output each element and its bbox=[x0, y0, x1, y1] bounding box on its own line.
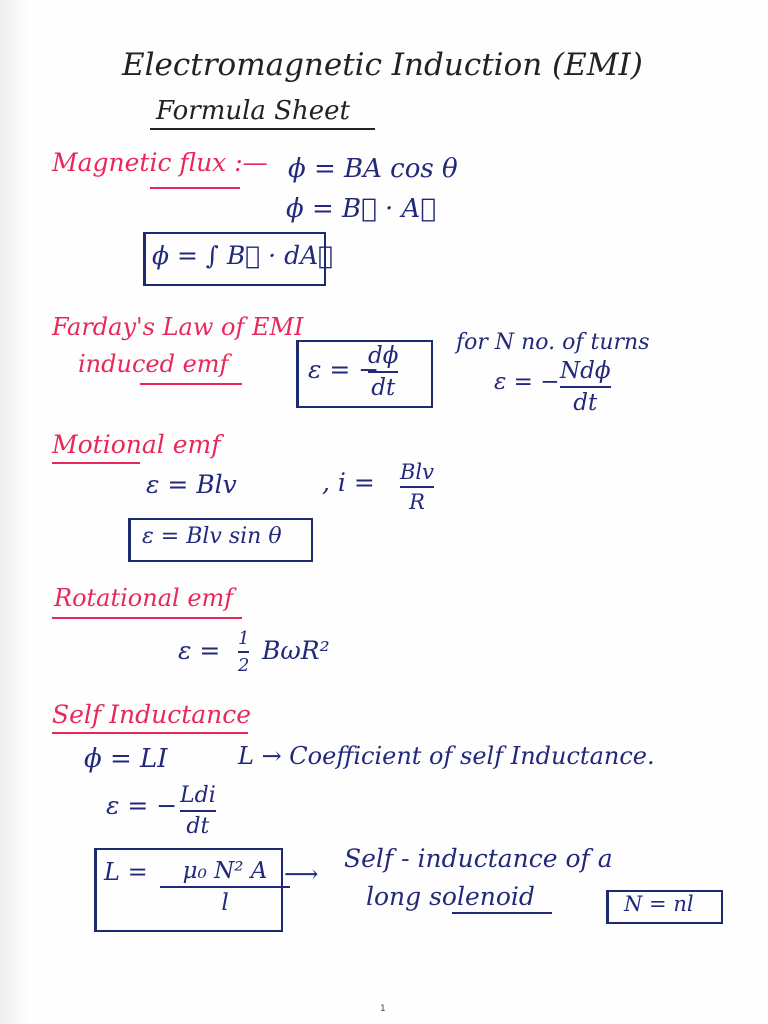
self-emf-numerator: Ldi bbox=[180, 783, 216, 808]
induced-emf-underline bbox=[140, 383, 242, 385]
solenoid-underline bbox=[452, 912, 552, 914]
self-inductance-underline bbox=[52, 732, 248, 734]
n-turns-denominator: dt bbox=[573, 390, 598, 416]
rotational-heading-underline bbox=[52, 617, 242, 619]
faraday-heading: Farday's Law of EMI bbox=[52, 313, 304, 341]
sheet-subtitle: Formula Sheet bbox=[156, 96, 350, 126]
solenoid-inductance-fraction bbox=[160, 858, 290, 916]
n-equals-nl: N = nl bbox=[624, 892, 694, 916]
subtitle-underline bbox=[150, 128, 375, 130]
motional-sin-equation: ε = Blv sin θ bbox=[142, 524, 282, 549]
solenoid-inductance-lhs: L = bbox=[104, 858, 148, 886]
faraday-equation-lhs: ε = − bbox=[308, 355, 380, 384]
induced-emf-heading: induced emf bbox=[78, 350, 229, 378]
page-number: 1 bbox=[380, 1004, 386, 1014]
n-turns-fraction bbox=[560, 358, 611, 416]
magnetic-flux-heading: Magnetic flux :— bbox=[52, 148, 268, 177]
flux-equation-cos: ϕ = BA cos θ bbox=[288, 154, 458, 184]
motional-current-fraction bbox=[400, 460, 434, 514]
faraday-equation-fraction bbox=[368, 343, 398, 401]
self-emf-fraction bbox=[180, 783, 216, 839]
flux-heading-underline bbox=[150, 187, 240, 189]
arrow-to-description: ⟶ bbox=[284, 860, 319, 888]
rotational-half-numerator: 1 bbox=[238, 628, 250, 649]
motional-equation: ε = Blv bbox=[146, 470, 237, 499]
faraday-numerator: dϕ bbox=[368, 343, 399, 369]
faraday-denominator: dt bbox=[371, 375, 396, 401]
sheet-title: Electromagnetic Induction (EMI) bbox=[122, 47, 643, 83]
n-turns-lhs: ε = − bbox=[494, 369, 560, 395]
flux-integral-equation: ϕ = ∫ B⃗ · dA⃗ bbox=[152, 241, 334, 270]
rotational-equation-lhs: ε = bbox=[178, 636, 221, 665]
page-left-edge-shadow bbox=[0, 0, 28, 1024]
flux-equation-dot: ϕ = B⃗ · A⃗ bbox=[286, 194, 436, 224]
solenoid-description-line1: Self - inductance of a bbox=[344, 844, 613, 873]
motional-emf-heading: Motional emf bbox=[52, 430, 221, 459]
coefficient-self-inductance: L → Coefficient of self Inductance. bbox=[238, 742, 655, 770]
rotational-half-fraction bbox=[238, 628, 249, 676]
motional-heading-underline bbox=[52, 462, 140, 464]
n-turns-numerator: Ndϕ bbox=[560, 358, 611, 384]
motional-current-lhs: , i = bbox=[322, 468, 375, 497]
motional-current-denominator: R bbox=[409, 490, 425, 514]
self-emf-lhs: ε = − bbox=[106, 791, 178, 820]
self-emf-denominator: dt bbox=[186, 814, 210, 839]
solenoid-inductance-numerator: μ₀ N² A bbox=[182, 858, 268, 884]
self-inductance-heading: Self Inductance bbox=[52, 700, 252, 729]
flux-li-equation: ϕ = LI bbox=[84, 744, 168, 774]
solenoid-inductance-denominator: l bbox=[221, 890, 229, 916]
rotational-equation-rhs: BωR² bbox=[262, 636, 330, 665]
motional-current-numerator: Blv bbox=[400, 460, 435, 484]
n-turns-note: for N no. of turns bbox=[456, 330, 650, 355]
rotational-half-denominator: 2 bbox=[238, 655, 250, 676]
rotational-emf-heading: Rotational emf bbox=[54, 584, 234, 612]
solenoid-description-line2: long solenoid bbox=[366, 882, 535, 911]
